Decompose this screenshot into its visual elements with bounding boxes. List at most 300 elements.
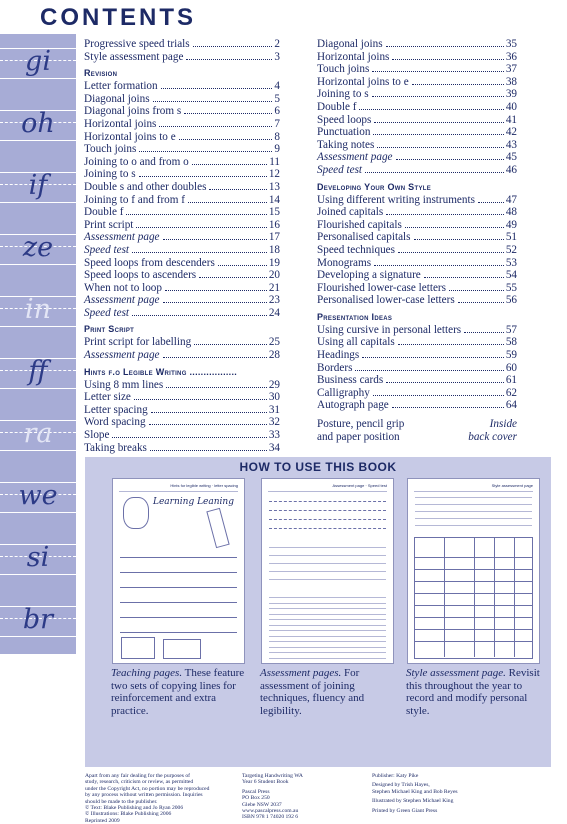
toc-entry-page: 37 bbox=[505, 63, 517, 76]
toc-entry-label: Speed loops bbox=[317, 113, 372, 126]
text-line bbox=[269, 571, 386, 572]
toc-entry-page: 62 bbox=[505, 386, 517, 399]
toc-entry[interactable] bbox=[317, 194, 517, 207]
posture-label: and paper position bbox=[317, 430, 400, 443]
toc-entry-page: 23 bbox=[268, 294, 280, 307]
footer-line: study, research, criticism or review, as permitted bbox=[85, 779, 194, 786]
thumbnail-caption bbox=[406, 667, 546, 717]
text-line bbox=[415, 525, 532, 526]
thumbnail-caption bbox=[111, 667, 251, 717]
illustration bbox=[163, 639, 201, 659]
guide-line bbox=[0, 78, 76, 79]
writing-line bbox=[120, 572, 237, 573]
writing-line bbox=[269, 597, 386, 598]
footer-line: Pascal Press bbox=[242, 788, 270, 795]
toc-entry-label: Using cursive in personal letters bbox=[317, 323, 462, 336]
toc-entry-label: Using different writing instruments bbox=[317, 193, 475, 206]
toc-entry[interactable] bbox=[84, 294, 280, 307]
dot-leader bbox=[218, 265, 267, 266]
toc-entry-label: Speed techniques bbox=[317, 243, 395, 256]
toc-entry-label: Double s and other doubles bbox=[84, 180, 207, 193]
toc-entry-label: Touch joins bbox=[84, 143, 137, 156]
dot-leader bbox=[159, 126, 272, 127]
toc-entry-label: Touch joins bbox=[317, 63, 370, 76]
sample-page-thumbnail bbox=[261, 478, 394, 664]
guide-line bbox=[0, 140, 76, 141]
toc-entry[interactable] bbox=[84, 51, 280, 64]
caption-text: These feature two sets of copying lines for reinforcement and extra practice. bbox=[111, 667, 245, 717]
toc-entry[interactable] bbox=[84, 416, 280, 429]
toc-entry-label: Joining to o and from o bbox=[84, 155, 189, 168]
toc-entry-label: Speed loops from descenders bbox=[84, 256, 215, 269]
toc-entry-label: Developing a signature bbox=[317, 269, 421, 282]
toc-entry-page: 58 bbox=[505, 336, 517, 349]
toc-entry-page: 17 bbox=[268, 231, 280, 244]
toc-entry-page: 48 bbox=[505, 206, 517, 219]
cursive-letters: si bbox=[26, 542, 50, 573]
writing-line bbox=[269, 636, 386, 637]
toc-entry[interactable] bbox=[84, 442, 280, 455]
how-to-title: HOW TO USE THIS BOOK bbox=[239, 460, 397, 474]
writing-line bbox=[269, 658, 386, 659]
section-heading bbox=[317, 310, 517, 324]
cursive-letters: ze bbox=[22, 232, 54, 263]
toc-entry[interactable] bbox=[84, 131, 280, 144]
section-heading-label: Developing Your Own Style bbox=[317, 181, 432, 192]
dot-leader bbox=[355, 370, 503, 371]
thumbnail-header-text: Hints for legible writing · letter spacing bbox=[170, 483, 238, 488]
dot-leader bbox=[163, 302, 267, 303]
section-heading bbox=[317, 180, 517, 194]
text-line bbox=[269, 547, 386, 548]
toc-entry-label: Using 8 mm lines bbox=[84, 378, 164, 391]
toc-entry-page: 19 bbox=[268, 256, 280, 269]
caption-heading: Assessment pages. bbox=[260, 667, 342, 679]
dot-leader bbox=[184, 113, 272, 114]
toc-entry[interactable] bbox=[317, 164, 517, 177]
toc-entry[interactable] bbox=[84, 244, 280, 257]
thumbnail-header-text: Style assessment page bbox=[491, 483, 533, 488]
dot-leader bbox=[373, 395, 504, 396]
how-to-use-panel bbox=[85, 457, 551, 767]
toc-entry-label: Word spacing bbox=[84, 416, 146, 429]
section-heading-label: Print Script bbox=[84, 324, 135, 335]
dot-leader bbox=[372, 96, 504, 97]
toc-entry-page: 38 bbox=[505, 75, 517, 88]
thumbnail-header bbox=[119, 483, 238, 492]
toc-entry[interactable] bbox=[317, 387, 517, 400]
toc-entry-label: Double f bbox=[84, 206, 124, 219]
footer-line: © Illustrations: Blake Publishing 2006 bbox=[85, 811, 172, 818]
toc-entry-label: Calligraphy bbox=[317, 386, 370, 399]
toc-entry-label: Horizontal joins bbox=[84, 117, 157, 130]
toc-entry[interactable] bbox=[317, 362, 517, 375]
dot-leader bbox=[414, 239, 504, 240]
toc-entry-label: Assessment page bbox=[317, 151, 393, 164]
text-line bbox=[415, 504, 532, 505]
guide-line bbox=[0, 388, 76, 389]
toc-entry-label: Style assessment page bbox=[84, 50, 184, 63]
toc-entry-page: 21 bbox=[268, 281, 280, 294]
toc-entry[interactable] bbox=[84, 379, 280, 392]
guide-line bbox=[0, 264, 76, 265]
dot-leader bbox=[398, 344, 504, 345]
word-row bbox=[269, 501, 386, 502]
dot-leader bbox=[151, 412, 267, 413]
contents-column-1 bbox=[84, 38, 280, 454]
caption-text: Revisit this throughout the year to record and modify personal style. bbox=[406, 667, 540, 717]
table-row-rule bbox=[414, 605, 533, 606]
dot-leader bbox=[458, 302, 504, 303]
toc-entry-page: 52 bbox=[505, 243, 517, 256]
toc-entry-page: 32 bbox=[268, 416, 280, 429]
toc-entry[interactable] bbox=[317, 294, 517, 307]
section-heading-label: Hints f.o Legible Writing bbox=[84, 366, 187, 377]
dot-leader bbox=[359, 109, 503, 110]
toc-entry[interactable] bbox=[84, 80, 280, 93]
toc-entry[interactable] bbox=[317, 151, 517, 164]
guide-line bbox=[0, 636, 76, 637]
table-row-rule bbox=[414, 629, 533, 630]
dot-leader bbox=[179, 139, 273, 140]
section-heading bbox=[84, 66, 280, 80]
toc-entry[interactable] bbox=[317, 257, 517, 270]
thumbnail-header-text: Assessment page · Speed test bbox=[332, 483, 387, 488]
footer-line: PO Box 250 bbox=[242, 795, 270, 802]
table-column-rule bbox=[494, 537, 495, 657]
dot-leader bbox=[412, 84, 504, 85]
toc-entry-page: 53 bbox=[505, 256, 517, 269]
toc-entry-label: Flourished lower-case letters bbox=[317, 281, 447, 294]
caption-heading: Style assessment page. bbox=[406, 667, 506, 679]
thumbnail-header bbox=[268, 483, 387, 492]
toc-entry-label: Assessment page bbox=[84, 231, 160, 244]
footer-line: under the Copyright Act, no portion may be reproduced bbox=[85, 785, 210, 792]
toc-entry[interactable] bbox=[317, 139, 517, 152]
writing-line bbox=[269, 647, 386, 648]
toc-entry-page: 46 bbox=[505, 163, 517, 176]
cursive-letters: br bbox=[22, 604, 54, 635]
toc-entry-page: 55 bbox=[505, 281, 517, 294]
toc-entry[interactable] bbox=[84, 219, 280, 232]
toc-entry-label: Business cards bbox=[317, 374, 384, 387]
writing-line bbox=[120, 602, 237, 603]
toc-entry-page: 29 bbox=[268, 378, 280, 391]
caption-text: For assessment of joining techniques, fluency and legibility. bbox=[260, 667, 365, 717]
toc-entry-label: Assessment page bbox=[84, 349, 160, 362]
guide-line bbox=[0, 450, 76, 451]
dot-leader bbox=[374, 122, 503, 123]
footer-line: Apart from any fair dealing for the purposes of bbox=[85, 773, 191, 779]
footer-line: ISBN 978 1 74020 192 6 bbox=[242, 814, 299, 821]
toc-entry-label: Joining to s bbox=[84, 168, 136, 181]
toc-entry[interactable] bbox=[84, 257, 280, 270]
toc-entry-page: 35 bbox=[505, 38, 517, 50]
footer-col1 bbox=[85, 773, 209, 824]
toc-entry-label: Taking breaks bbox=[84, 441, 147, 454]
guide-line bbox=[0, 326, 76, 327]
toc-entry-label: Speed test bbox=[84, 306, 130, 319]
footer-line: Targeting Handwriting WA bbox=[242, 773, 303, 779]
dot-leader bbox=[392, 407, 504, 408]
page-title: CONTENTS bbox=[40, 4, 196, 31]
dot-leader bbox=[186, 59, 272, 60]
toc-entry[interactable] bbox=[84, 118, 280, 131]
posture-entry[interactable] bbox=[317, 418, 517, 431]
footer-line: © Text: Blake Publishing and Jo Ryan 2006 bbox=[85, 805, 184, 812]
toc-entry[interactable] bbox=[317, 88, 517, 101]
word-row bbox=[269, 519, 386, 520]
toc-entry-label: Letter spacing bbox=[84, 403, 148, 416]
toc-entry-page: 56 bbox=[505, 294, 517, 307]
toc-entry[interactable] bbox=[317, 282, 517, 295]
dot-leader bbox=[134, 399, 267, 400]
toc-entry-page: 5 bbox=[274, 92, 280, 105]
guide-line bbox=[0, 202, 76, 203]
footer-line: Illustrated by Stephen Michael King bbox=[372, 798, 454, 805]
toc-entry-label: Diagonal joins bbox=[84, 92, 150, 105]
dot-leader bbox=[188, 202, 267, 203]
posture-entry[interactable] bbox=[317, 431, 517, 444]
toc-entry-label: Horizontal joins to e bbox=[317, 75, 409, 88]
toc-entry[interactable] bbox=[317, 219, 517, 232]
toc-entry-page: 40 bbox=[505, 100, 517, 113]
toc-entry[interactable] bbox=[84, 336, 280, 349]
dot-leader bbox=[396, 159, 504, 160]
toc-entry[interactable] bbox=[84, 168, 280, 181]
writing-line bbox=[269, 619, 386, 620]
toc-entry-label: Letter size bbox=[84, 391, 131, 404]
thumbnail-header bbox=[414, 483, 533, 492]
section-heading bbox=[84, 322, 280, 336]
toc-entry-page: 12 bbox=[268, 168, 280, 181]
toc-entry-page: 28 bbox=[268, 349, 280, 362]
toc-entry-page: 2 bbox=[274, 38, 280, 50]
dot-leader bbox=[112, 437, 266, 438]
toc-entry[interactable] bbox=[84, 231, 280, 244]
toc-entry-label: Slope bbox=[84, 429, 110, 442]
dot-leader bbox=[386, 46, 504, 47]
writing-line bbox=[269, 614, 386, 615]
table-column-rule bbox=[474, 537, 475, 657]
toc-entry-label: Horizontal joins bbox=[317, 50, 390, 63]
toc-entry[interactable] bbox=[317, 101, 517, 114]
toc-entry-label: Letter formation bbox=[84, 80, 158, 93]
word-row bbox=[269, 528, 386, 529]
toc-entry-label: Joining to s bbox=[317, 88, 369, 101]
toc-entry-label: Personalised capitals bbox=[317, 231, 411, 244]
toc-entry[interactable] bbox=[317, 374, 517, 387]
toc-entry[interactable] bbox=[317, 399, 517, 412]
toc-entry-label: Speed test bbox=[317, 163, 363, 176]
toc-entry-page: 43 bbox=[505, 138, 517, 151]
toc-entry[interactable] bbox=[317, 324, 517, 337]
footer-line: Stephen Michael King and Bob Reyes bbox=[372, 788, 458, 795]
table-row-rule bbox=[414, 641, 533, 642]
toc-entry-label: Monograms bbox=[317, 256, 372, 269]
footer-line: Designed by Trish Hayes, bbox=[372, 782, 430, 789]
toc-entry-label: Personalised lower-case letters bbox=[317, 294, 455, 307]
dot-leader bbox=[139, 176, 267, 177]
illustration bbox=[123, 497, 149, 529]
guide-line bbox=[0, 574, 76, 575]
toc-entry-page: 30 bbox=[268, 391, 280, 404]
toc-entry-label: Diagonal joins bbox=[317, 38, 383, 50]
text-line bbox=[415, 497, 532, 498]
toc-entry[interactable] bbox=[317, 336, 517, 349]
toc-entry[interactable] bbox=[317, 349, 517, 362]
toc-entry-page: 16 bbox=[268, 218, 280, 231]
toc-entry-page: 7 bbox=[274, 117, 280, 130]
toc-entry-page: 60 bbox=[505, 361, 517, 374]
toc-entry-page: 18 bbox=[268, 243, 280, 256]
text-line bbox=[269, 563, 386, 564]
dot-leader bbox=[126, 214, 266, 215]
writing-line bbox=[120, 557, 237, 558]
toc-entry-label: Double f bbox=[317, 100, 357, 113]
dot-leader bbox=[139, 151, 272, 152]
toc-entry-label: Speed loops to ascenders bbox=[84, 269, 197, 282]
toc-entry-page: 61 bbox=[505, 374, 517, 387]
cursive-letters: in bbox=[24, 294, 52, 325]
toc-entry[interactable] bbox=[317, 126, 517, 139]
cursive-letter-strip bbox=[0, 34, 76, 654]
toc-entry[interactable] bbox=[317, 244, 517, 257]
dot-leader bbox=[372, 71, 503, 72]
toc-entry[interactable] bbox=[317, 206, 517, 219]
footer-col2 bbox=[242, 773, 303, 821]
writing-line bbox=[269, 652, 386, 653]
table-row-rule bbox=[414, 557, 533, 558]
dot-leader bbox=[161, 88, 273, 89]
toc-entry[interactable] bbox=[84, 38, 280, 51]
toc-entry[interactable] bbox=[317, 269, 517, 282]
dot-leader bbox=[392, 59, 503, 60]
dot-leader bbox=[386, 382, 504, 383]
dot-leader bbox=[132, 315, 267, 316]
toc-entry[interactable] bbox=[84, 156, 280, 169]
toc-entry[interactable] bbox=[84, 181, 280, 194]
toc-entry[interactable] bbox=[317, 231, 517, 244]
toc-entry-page: 8 bbox=[274, 130, 280, 143]
toc-entry-label: Flourished capitals bbox=[317, 218, 402, 231]
writing-line bbox=[269, 630, 386, 631]
toc-entry-page: 45 bbox=[505, 151, 517, 164]
cursive-letters: we bbox=[18, 480, 58, 511]
sample-page-thumbnail bbox=[407, 478, 540, 664]
dot-leader bbox=[166, 387, 267, 388]
toc-entry-page: 42 bbox=[505, 126, 517, 139]
contents-column-2 bbox=[317, 38, 517, 443]
posture-page: back cover bbox=[468, 430, 517, 443]
dot-leader bbox=[199, 277, 267, 278]
word-row bbox=[269, 510, 386, 511]
cursive-letters: gi bbox=[25, 46, 51, 77]
dot-leader bbox=[449, 290, 504, 291]
table-row-rule bbox=[414, 593, 533, 594]
toc-entry[interactable] bbox=[84, 349, 280, 362]
toc-entry[interactable] bbox=[317, 114, 517, 127]
footer-line: should be made to the publisher. bbox=[85, 798, 158, 805]
toc-entry[interactable] bbox=[84, 429, 280, 442]
dot-leader bbox=[478, 202, 504, 203]
heading-leader: ................. bbox=[186, 366, 238, 377]
toc-entry-page: 49 bbox=[505, 218, 517, 231]
thumbnail-title: Learning Leaning bbox=[153, 497, 234, 507]
guide-line bbox=[0, 512, 76, 513]
dot-leader bbox=[165, 290, 267, 291]
dot-leader bbox=[464, 332, 504, 333]
table-row-rule bbox=[414, 617, 533, 618]
toc-entry[interactable] bbox=[84, 143, 280, 156]
toc-entry-page: 59 bbox=[505, 349, 517, 362]
toc-entry[interactable] bbox=[84, 307, 280, 320]
toc-entry[interactable] bbox=[84, 269, 280, 282]
table-row-rule bbox=[414, 569, 533, 570]
writing-line bbox=[120, 617, 237, 618]
toc-entry[interactable] bbox=[317, 76, 517, 89]
toc-entry[interactable] bbox=[84, 194, 280, 207]
footer-line: www.pascalpress.com.au bbox=[242, 808, 299, 815]
toc-entry-page: 20 bbox=[268, 269, 280, 282]
illustration bbox=[206, 508, 229, 548]
toc-entry[interactable] bbox=[317, 63, 517, 76]
toc-entry-page: 3 bbox=[274, 50, 280, 63]
cursive-letters: ra bbox=[23, 418, 53, 449]
writing-line bbox=[269, 625, 386, 626]
toc-entry-page: 9 bbox=[274, 143, 280, 156]
writing-line bbox=[120, 632, 237, 633]
toc-entry-page: 6 bbox=[274, 105, 280, 118]
toc-entry-label: Autograph page bbox=[317, 399, 389, 412]
toc-entry[interactable] bbox=[84, 105, 280, 118]
dot-leader bbox=[153, 101, 273, 102]
toc-entry-label: Borders bbox=[317, 361, 353, 374]
toc-entry-page: 41 bbox=[505, 113, 517, 126]
dot-leader bbox=[373, 134, 503, 135]
dot-leader bbox=[377, 147, 503, 148]
dot-leader bbox=[194, 344, 267, 345]
illustration bbox=[121, 637, 155, 659]
text-line bbox=[415, 511, 532, 512]
toc-entry-page: 33 bbox=[268, 429, 280, 442]
toc-entry[interactable] bbox=[317, 51, 517, 64]
toc-entry[interactable] bbox=[84, 282, 280, 295]
dot-leader bbox=[193, 46, 273, 47]
toc-entry-page: 15 bbox=[268, 206, 280, 219]
toc-entry[interactable] bbox=[317, 38, 517, 51]
toc-entry-label: Horizontal joins to e bbox=[84, 130, 176, 143]
dot-leader bbox=[424, 277, 504, 278]
toc-entry-label: Headings bbox=[317, 349, 360, 362]
toc-entry[interactable] bbox=[84, 206, 280, 219]
toc-entry-label: Using all capitals bbox=[317, 336, 395, 349]
toc-entry-label: When not to loop bbox=[84, 281, 162, 294]
dot-leader bbox=[398, 252, 504, 253]
toc-entry[interactable] bbox=[84, 391, 280, 404]
toc-entry[interactable] bbox=[84, 404, 280, 417]
toc-entry-label: Print script for labelling bbox=[84, 336, 192, 349]
toc-entry-label: Print script bbox=[84, 218, 134, 231]
toc-entry[interactable] bbox=[84, 93, 280, 106]
footer-line: Reprinted 2009 bbox=[85, 817, 120, 824]
toc-entry-label: Taking notes bbox=[317, 138, 375, 151]
footer-col3 bbox=[372, 773, 458, 814]
toc-entry-page: 34 bbox=[268, 441, 280, 454]
dot-leader bbox=[192, 164, 267, 165]
cursive-letters: ff bbox=[28, 356, 48, 387]
writing-line bbox=[269, 608, 386, 609]
